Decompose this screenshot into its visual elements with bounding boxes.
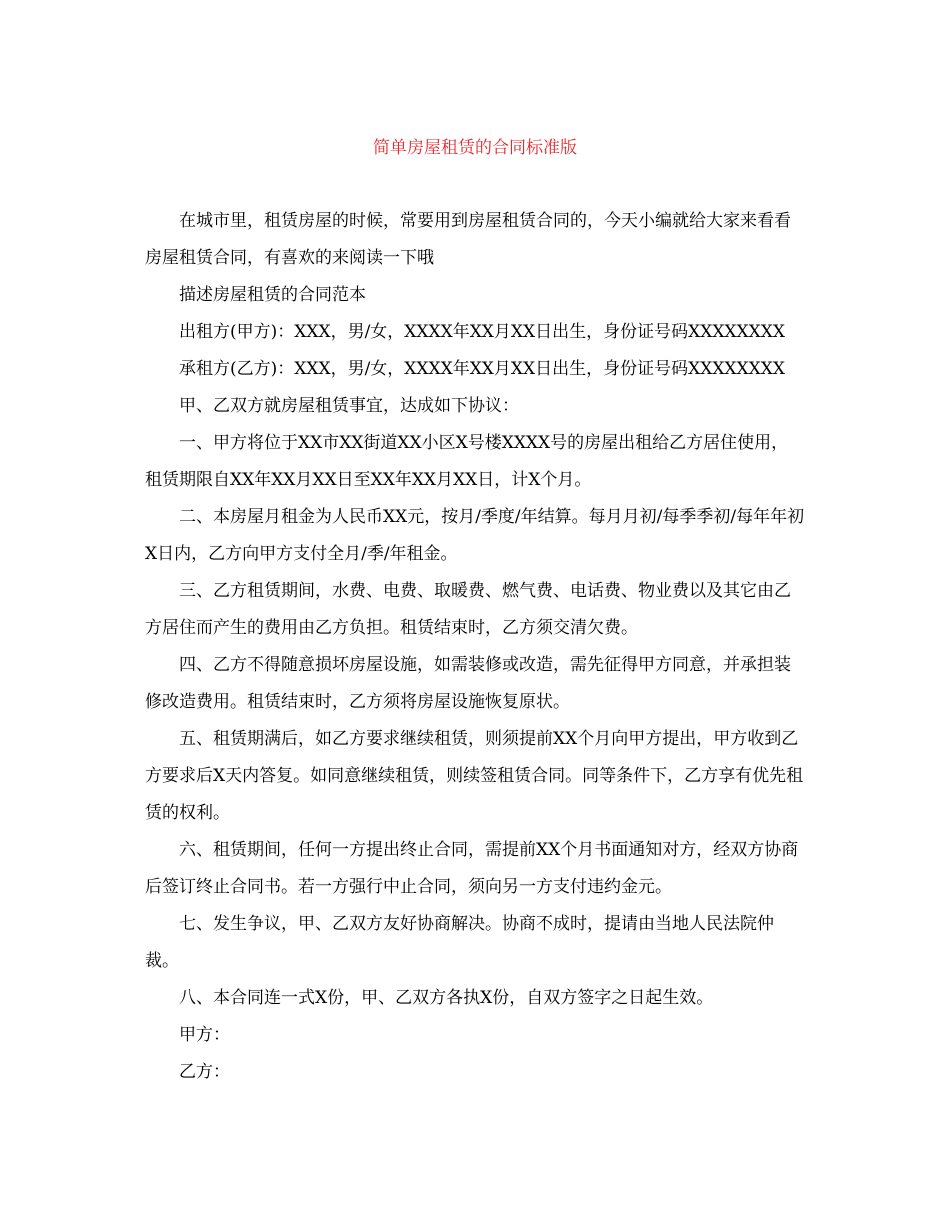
clause-1: 一、甲方将位于XX市XX街道XX小区X号楼XXXX号的房屋出租给乙方居住使用，租赁期限自XX年XX月XX日至XX年XX月XX日，计X个月。 <box>145 433 789 490</box>
document-body <box>145 203 805 1091</box>
clause-2: 二、本房屋月租金为人民币XX元，按月/季度/年结算。每月月初/每季季初/每年年初X日内，乙方向甲方支付全月/季/年租金。 <box>145 507 805 564</box>
party-b-signature-line: 乙方： <box>179 1062 230 1082</box>
lessor-info: 出租方(甲方)：XXX，男/女，XXXX年XX月XX日出生，身份证号码XXXXXXXX <box>179 322 785 342</box>
clause-4: 四、乙方不得随意损坏房屋设施，如需装修或改造，需先征得甲方同意，并承担装修改造费用。租赁结束时，乙方须将房屋设施恢复原状。 <box>145 655 791 712</box>
clause-7: 七、发生争议，甲、乙双方友好协商解决。协商不成时，提请由当地人民法院仲裁。 <box>145 914 774 971</box>
lessee-info: 承租方(乙方)：XXX，男/女，XXXX年XX月XX日出生，身份证号码XXXXXXXX <box>179 359 785 379</box>
clause-3: 三、乙方租赁期间，水费、电费、取暖费、燃气费、电话费、物业费以及其它由乙方居住而产生的费用由乙方负担。租赁结束时，乙方须交清欠费。 <box>145 581 791 638</box>
template-heading: 描述房屋租赁的合同范本 <box>179 285 366 305</box>
clause-8: 八、本合同连一式X份，甲、乙双方各执X份，自双方签字之日起生效。 <box>179 988 714 1008</box>
document-title: 简单房屋租赁的合同标准版 <box>373 138 577 158</box>
party-a-signature-line: 甲方： <box>179 1025 230 1045</box>
intro-paragraph: 在城市里，租赁房屋的时候，常要用到房屋租赁合同的，今天小编就给大家来看看房屋租赁合同，有喜欢的来阅读一下哦 <box>145 211 791 268</box>
clause-6: 六、租赁期间，任何一方提出终止合同，需提前XX个月书面通知对方，经双方协商后签订终止合同书。若一方强行中止合同，须向另一方支付违约金元。 <box>145 840 799 897</box>
clause-5: 五、租赁期满后，如乙方要求继续租赁，则须提前XX个月向甲方提出，甲方收到乙方要求后X天内答复。如同意继续租赁，则续签租赁合同。同等条件下，乙方享有优先租赁的权利。 <box>145 729 804 823</box>
agreement-intro: 甲、乙双方就房屋租赁事宜，达成如下协议： <box>179 396 519 416</box>
